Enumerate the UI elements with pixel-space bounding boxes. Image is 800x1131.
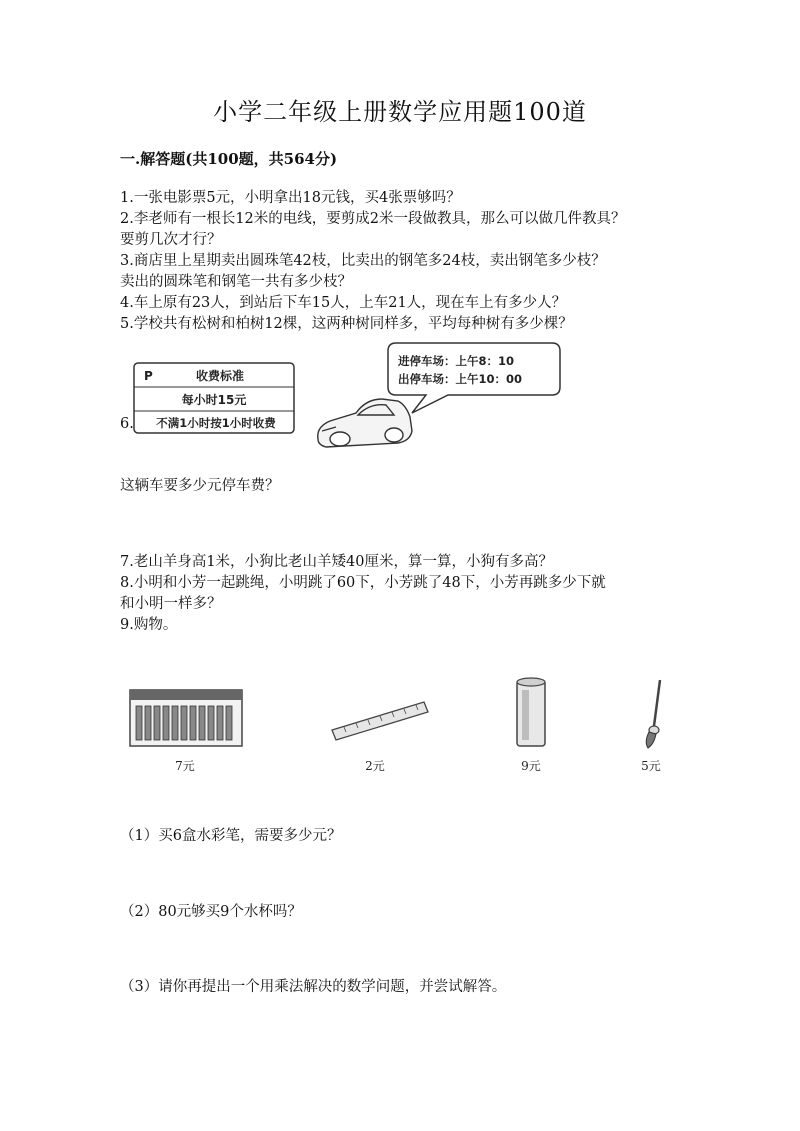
question-6: 这辆车要多少元停车费？ <box>120 478 280 494</box>
bubble-in-time: 进停车场：上午8：10 <box>398 354 515 368</box>
question-7: 7.老山羊身高1米，小狗比老山羊矮40厘米，算一算，小狗有多高？ <box>120 554 554 570</box>
question-4: 4.车上原有23人，到站后下车15人，上车21人，现在车上有多少人？ <box>120 295 567 311</box>
time-bubble <box>388 343 560 413</box>
price-brush: 5元 <box>641 759 661 773</box>
subquestion-1: （1）买6盒水彩笔，需要多少元？ <box>120 828 342 844</box>
page-title: 小学二年级上册数学应用题100道 <box>213 98 587 126</box>
car-icon <box>318 399 412 447</box>
bubble-out-time: 出停车场：上午10：00 <box>398 372 523 386</box>
brush-icon <box>638 678 666 750</box>
question-3: 3.商店里上星期卖出圆珠笔42枝，比卖出的钢笔多24枝，卖出钢笔多少枝？ <box>120 253 606 269</box>
parking-figure <box>130 335 570 460</box>
question-1: 1.一张电影票5元，小明拿出18元钱，买4张票够吗？ <box>120 190 461 206</box>
question-8-cont: 和小明一样多？ <box>120 596 222 612</box>
sign-rule: 不满1小时按1小时收费 <box>156 416 276 430</box>
sign-rate: 每小时15元 <box>181 393 247 407</box>
sign-p: P <box>144 369 153 383</box>
question-8: 8.小明和小芳一起跳绳，小明跳了60下，小芳跳了48下，小芳再跳多少下就 <box>120 575 606 591</box>
question-6-number: 6. <box>120 416 134 432</box>
watercolor-pens-icon <box>128 688 244 748</box>
water-cup-icon <box>514 676 548 750</box>
question-2: 2.李老师有一根长12米的电线，要剪成2米一段做教具，那么可以做几件教具？ <box>120 211 626 227</box>
question-5: 5.学校共有松树和柏树12棵，这两种树同样多，平均每种树有多少棵？ <box>120 316 573 332</box>
question-3-cont: 卖出的圆珠笔和钢笔一共有多少枝？ <box>120 274 352 290</box>
subquestion-3: （3）请你再提出一个用乘法解决的数学问题，并尝试解答。 <box>120 979 507 995</box>
question-9: 9.购物。 <box>120 617 178 633</box>
section-heading: 一.解答题(共100题，共564分) <box>120 150 338 168</box>
price-ruler: 2元 <box>365 759 385 773</box>
subquestion-2: （2）80元够买9个水杯吗？ <box>120 904 302 920</box>
parking-sign <box>134 363 294 433</box>
sign-title: 收费标准 <box>195 369 245 383</box>
ruler-icon <box>330 700 430 742</box>
price-water-cup: 9元 <box>521 759 541 773</box>
question-2-cont: 要剪几次才行？ <box>120 232 222 248</box>
price-watercolor-pens: 7元 <box>175 759 195 773</box>
